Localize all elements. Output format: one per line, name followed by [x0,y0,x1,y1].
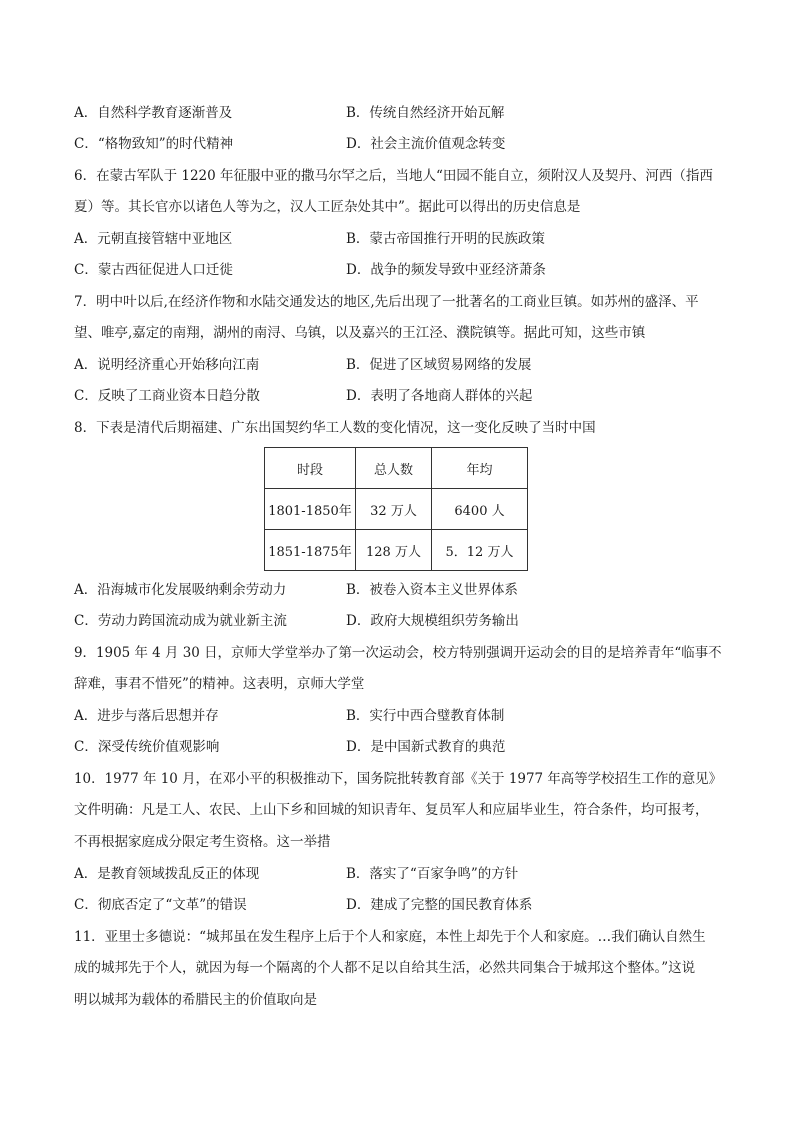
table-header-cell: 总人数 [356,448,432,489]
q7-option-d: D．表明了各地商人群体的兴起 [346,388,533,404]
q10-option-a: A．是教育领域拨乱反正的体现 [74,866,260,882]
q7-option-c: C．反映了工商业资本日趋分散 [74,388,260,404]
q9-option-d: D．是中国新式教育的典范 [346,739,506,755]
table-cell: 5．12 万人 [432,530,528,571]
q9-stem-line-1: 9．1905 年 4 月 30 日，京师大学堂举办了第一次运动会，校方特别强调开运动会的目的是培养青年“临事不 [74,645,722,661]
q10-stem-line-1: 10．1977 年 10 月，在邓小平的积极推动下，国务院批转教育部《关于 1977 年高等学校招生工作的意见》 [74,771,723,787]
q8-option-a: A．沿海城市化发展吸纳剩余劳动力 [74,582,287,598]
q10-option-d: D．建成了完整的国民教育体系 [346,897,533,913]
q6-option-b: B．蒙古帝国推行开明的民族政策 [346,231,545,247]
table-cell: 128 万人 [356,530,432,571]
table-row [265,530,528,571]
q5-option-d: D．社会主流价值观念转变 [346,136,506,152]
table-cell: 1851-1875年 [265,530,356,571]
q8-option-c: C．劳动力跨国流动成为就业新主流 [74,613,287,629]
table-cell: 6400 人 [432,489,528,530]
q5-option-a: A．自然科学教育逐渐普及 [74,105,233,121]
q7-stem-line-2: 望、唯亭,嘉定的南翔，湖州的南浔、乌镇，以及嘉兴的王江泾、濮院镇等。据此可知，这些市镇 [74,325,646,341]
table-header-cell: 时段 [265,448,356,489]
q11-stem-line-2: 成的城邦先于个人，就因为每一个隔离的个人都不足以自给其生活，必然共同集合于城邦这个整体。”这说 [74,960,696,976]
q9-option-a: A．进步与落后思想并存 [74,708,219,724]
table-header-cell: 年均 [432,448,528,489]
q7-option-b: B．促进了区域贸易网络的发展 [346,357,532,373]
table-cell: 32 万人 [356,489,432,530]
q6-stem-line-2: 夏）等。其长官亦以诸色人等为之，汉人工匠杂处其中”。据此可以得出的历史信息是 [74,199,581,215]
q9-option-c: C．深受传统价值观影响 [74,739,220,755]
q6-option-d: D．战争的频发导致中亚经济萧条 [346,262,546,278]
q7-stem-line-1: 7．明中叶以后,在经济作物和水陆交通发达的地区,先后出现了一批著名的工商业巨镇。如苏州的盛泽、平 [74,294,699,310]
q10-stem-line-3: 不再根据家庭成分限定考生资格。这一举措 [74,834,331,850]
q9-option-b: B．实行中西合璧教育体制 [346,708,505,724]
table-row [265,489,528,530]
labor-table [264,447,528,571]
q6-option-a: A．元朝直接管辖中亚地区 [74,231,233,247]
q10-stem-line-2: 文件明确：凡是工人、农民、上山下乡和回城的知识青年、复员军人和应届毕业生，符合条件，均可报考， [74,802,709,818]
table-cell: 1801-1850年 [265,489,356,530]
q10-option-c: C．彻底否定了“文革”的错误 [74,897,247,913]
q6-stem-line-1: 6．在蒙古军队于 1220 年征服中亚的撒马尔罕之后，当地人“田园不能自立，须附汉人及契丹、河西（指西 [74,168,713,184]
q11-stem-line-1: 11．亚里士多德说：“城邦虽在发生程序上后于个人和家庭，本性上却先于个人和家庭。…我们确认自然生 [74,929,706,945]
q5-option-c: C．“格物致知”的时代精神 [74,136,234,152]
q6-option-c: C．蒙古西征促进人口迁徙 [74,262,233,278]
q5-option-b: B．传统自然经济开始瓦解 [346,105,505,121]
q8-option-d: D．政府大规模组织劳务输出 [346,613,519,629]
q10-option-b: B．落实了“百家争鸣”的方针 [346,866,519,882]
q9-stem-line-2: 辞难，事君不惜死”的精神。这表明，京师大学堂 [74,676,365,692]
q11-stem-line-3: 明以城邦为载体的希腊民主的价值取向是 [74,992,317,1008]
q8-option-b: B．被卷入资本主义世界体系 [346,582,518,598]
q7-option-a: A．说明经济重心开始移向江南 [74,357,260,373]
table-header-row [265,448,528,489]
q8-stem-line-1: 8．下表是清代后期福建、广东出国契约华工人数的变化情况，这一变化反映了当时中国 [74,420,596,436]
